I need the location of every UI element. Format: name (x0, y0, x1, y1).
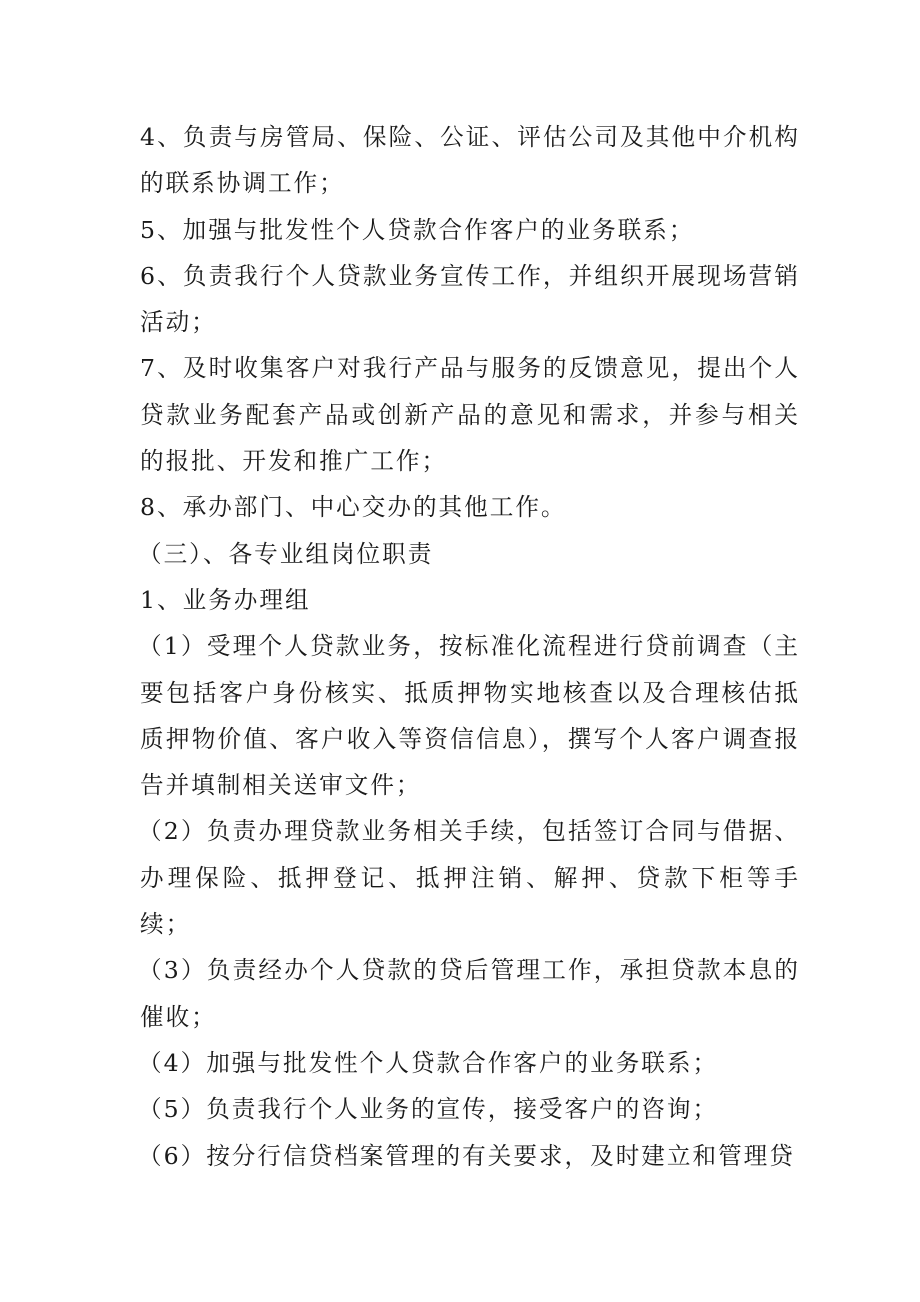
paragraph-sub-3: （3）负责经办个人贷款的贷后管理工作，承担贷款本息的催收； (138, 956, 800, 1031)
paragraph-sub-6: （6）按分行信贷档案管理的有关要求，及时建立和管理贷 (138, 1141, 795, 1170)
paragraph-item-4: 4、负责与房管局、保险、公证、评估公司及其他中介机构的联系协调工作； (140, 123, 800, 198)
section-heading-3: （三）、各专业组岗位职责 (138, 539, 434, 568)
paragraph-item-5: 5、加强与批发性个人贷款合作客户的业务联系； (140, 215, 695, 244)
paragraph-item-8: 8、承办部门、中心交办的其他工作。 (140, 493, 567, 522)
paragraph-item-7: 7、及时收集客户对我行产品与服务的反馈意见，提出个人贷款业务配套产品或创新产品的意见和需求，并参与相关的报批、开发和推广工作； (140, 354, 800, 476)
document-body (140, 114, 800, 1179)
paragraph-sub-1: （1）受理个人贷款业务，按标准化流程进行贷前调查（主要包括客户身份核实、抵质押物实地核查以及合理核估抵质押物价值、客户收入等资信信息），撰写个人客户调查报告并填制相关送审文件； (138, 632, 800, 800)
paragraph-sub-5: （5）负责我行个人业务的宣传，接受客户的咨询； (138, 1095, 719, 1124)
paragraph-sub-2: （2）负责办理贷款业务相关手续，包括签订合同与借据、办理保险、抵押登记、抵押注销、解押、贷款下柜等手续； (138, 817, 800, 939)
subsection-heading-1: 1、业务办理组 (140, 585, 311, 614)
paragraph-sub-4: （4）加强与批发性个人贷款合作客户的业务联系； (138, 1048, 719, 1077)
paragraph-item-6: 6、负责我行个人贷款业务宣传工作，并组织开展现场营销活动； (140, 261, 800, 337)
